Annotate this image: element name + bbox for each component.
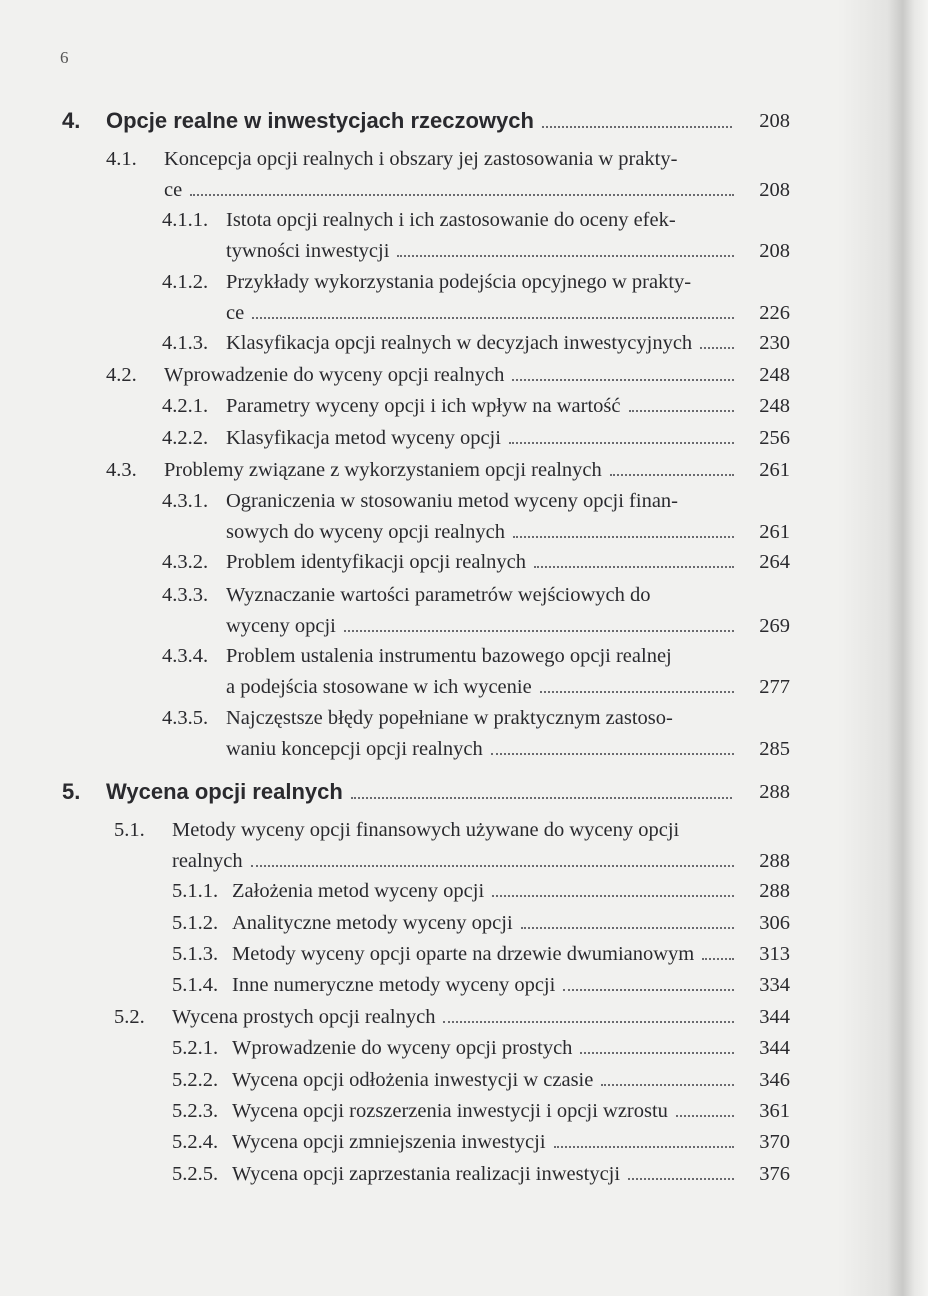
section-title-line — [232, 1127, 740, 1158]
section-page-number: 261 — [759, 521, 790, 543]
section-title-text: Metody wyceny opcji finansowych używane do wyceny opcji — [172, 819, 680, 841]
section-title-block — [172, 1002, 740, 1033]
section-title-line — [232, 1033, 740, 1064]
section-page-number: 277 — [759, 676, 790, 698]
section-page-number: 248 — [759, 395, 790, 417]
section-title-text: Najczęstsze błędy popełniane w praktycznym zastoso- — [226, 707, 673, 729]
section-title-block — [164, 360, 740, 391]
section-number: 4.1.3. — [162, 332, 209, 354]
toc-subsection — [172, 939, 790, 970]
section-page-number: 376 — [759, 1163, 790, 1185]
section-page-number: 285 — [759, 738, 790, 760]
section-title-text: Koncepcja opcji realnych i obszary jej zastosowania w prakty- — [164, 148, 678, 170]
section-title-text: Wprowadzenie do wyceny opcji realnych — [164, 364, 505, 386]
chapter-number: 5. — [62, 779, 81, 804]
section-title-block — [226, 205, 740, 267]
section-page-number: 264 — [759, 551, 790, 573]
section-page-number: 334 — [759, 974, 790, 996]
section-number: 5.2.5. — [172, 1163, 219, 1185]
section-title-block — [232, 1127, 740, 1158]
section-title-text: tywności inwestycji — [226, 240, 390, 262]
section-title-line — [172, 846, 740, 877]
section-title-line — [164, 144, 740, 175]
section-title-line — [226, 611, 740, 642]
section-number: 5.1. — [114, 819, 145, 841]
section-title-text: Wycena opcji rozszerzenia inwestycji i opcji wzrostu — [232, 1100, 668, 1122]
section-number: 5.2.1. — [172, 1037, 219, 1059]
section-number: 5.1.4. — [172, 974, 219, 996]
dot-leader — [509, 442, 734, 444]
section-title-text: Wycena prostych opcji realnych — [172, 1006, 436, 1028]
dot-leader — [251, 865, 734, 867]
dot-leader — [629, 410, 734, 412]
section-title-text: Wycena opcji zmniejszenia inwestycji — [232, 1131, 546, 1153]
section-title-block — [232, 876, 740, 907]
dot-leader — [491, 753, 734, 755]
section-title-line — [232, 939, 740, 970]
section-number: 4.2.1. — [162, 395, 209, 417]
section-title-block — [232, 1033, 740, 1064]
dot-leader — [513, 536, 734, 538]
section-title-text: sowych do wyceny opcji realnych — [226, 521, 505, 543]
section-title-text: Problemy związane z wykorzystaniem opcji realnych — [164, 459, 602, 481]
toc-subsection — [162, 205, 790, 267]
toc-section — [106, 360, 790, 391]
dot-leader — [397, 255, 734, 257]
section-title-text: Problem identyfikacji opcji realnych — [226, 551, 527, 573]
section-number: 5.2.2. — [172, 1069, 219, 1091]
section-title-block — [172, 815, 740, 877]
chapter-title-block — [106, 106, 738, 137]
dot-leader — [512, 379, 734, 381]
section-title-line — [226, 486, 740, 517]
toc-subsection — [162, 580, 790, 642]
toc-subsection — [162, 267, 790, 329]
section-page-number: 344 — [759, 1006, 790, 1028]
dot-leader — [580, 1052, 734, 1054]
toc-subsection — [162, 391, 790, 422]
section-page-number: 346 — [759, 1069, 790, 1091]
section-page-number: 361 — [759, 1100, 790, 1122]
section-title-block — [232, 908, 740, 939]
section-title-line — [226, 298, 740, 329]
section-title-text: Wprowadzenie do wyceny opcji prostych — [232, 1037, 573, 1059]
section-page-number: 288 — [759, 880, 790, 902]
section-title-block — [232, 1065, 740, 1096]
section-title-block — [226, 328, 740, 359]
section-title-text: realnych — [172, 850, 243, 872]
section-page-number: 269 — [759, 615, 790, 637]
section-title-text: wyceny opcji — [226, 615, 336, 637]
section-title-line — [226, 236, 740, 267]
section-title-text: Wycena opcji odłożenia inwestycji w czasie — [232, 1069, 594, 1091]
toc-section — [114, 815, 790, 877]
section-title-line — [232, 970, 740, 1001]
toc-subsection — [172, 1096, 790, 1127]
section-number: 4.1.2. — [162, 271, 209, 293]
dot-leader — [702, 958, 734, 960]
toc-subsection — [172, 908, 790, 939]
toc-subsection — [162, 641, 790, 703]
section-number: 4.1.1. — [162, 209, 209, 231]
section-number: 4.3.5. — [162, 707, 209, 729]
section-page-number: 256 — [759, 427, 790, 449]
toc-subsection — [172, 876, 790, 907]
section-title-text: Problem ustalenia instrumentu bazowego opcji realnej — [226, 645, 672, 667]
section-title-block — [164, 455, 740, 486]
section-title-text: waniu koncepcji opcji realnych — [226, 738, 483, 760]
section-title-text: Analityczne metody wyceny opcji — [232, 912, 513, 934]
chapter-title: Opcje realne w inwestycjach rzeczowych — [106, 108, 534, 133]
section-number: 4.3.4. — [162, 645, 209, 667]
section-title-line — [232, 1159, 740, 1190]
toc-subsection — [172, 1127, 790, 1158]
section-title-block — [226, 267, 740, 329]
section-title-line — [226, 423, 740, 454]
dot-leader — [344, 630, 734, 632]
section-page-number: 344 — [759, 1037, 790, 1059]
section-title-text: Klasyfikacja opcji realnych w decyzjach inwestycyjnych — [226, 332, 693, 354]
toc-section — [106, 455, 790, 486]
section-number: 5.1.3. — [172, 943, 219, 965]
section-title-text: ce — [164, 179, 183, 201]
section-title-line — [226, 517, 740, 548]
section-number: 5.2. — [114, 1006, 145, 1028]
section-title-line — [226, 267, 740, 298]
dot-leader — [534, 566, 734, 568]
section-title-line — [226, 205, 740, 236]
toc-subsection — [172, 1065, 790, 1096]
section-title-text: ce — [226, 302, 245, 324]
section-title-text: Przykłady wykorzystania podejścia opcyjnego w prakty- — [226, 271, 692, 293]
section-title-text: Wyznaczanie wartości parametrów wejściowych do — [226, 584, 651, 606]
section-number: 4.2.2. — [162, 427, 209, 449]
section-number: 5.1.1. — [172, 880, 219, 902]
section-title-line — [226, 547, 740, 578]
section-title-text: Wycena opcji zaprzestania realizacji inwestycji — [232, 1163, 621, 1185]
dot-leader — [443, 1021, 734, 1023]
toc-subsection — [162, 703, 790, 765]
toc-subsection — [162, 328, 790, 359]
section-number: 4.2. — [106, 364, 137, 386]
dot-leader — [492, 895, 734, 897]
chapter-number: 4. — [62, 108, 81, 133]
dot-leader — [700, 347, 734, 349]
dot-leader — [610, 474, 734, 476]
toc-subsection — [172, 1159, 790, 1190]
dot-leader — [563, 989, 734, 991]
section-title-line — [226, 391, 740, 422]
section-page-number: 306 — [759, 912, 790, 934]
toc-subsection — [172, 1033, 790, 1064]
section-title-line — [226, 328, 740, 359]
dot-leader — [521, 927, 734, 929]
section-title-block — [232, 939, 740, 970]
section-title-block — [226, 486, 740, 548]
section-title-block — [226, 641, 740, 703]
section-title-block — [226, 703, 740, 765]
section-title-block — [232, 1096, 740, 1127]
section-page-number: 370 — [759, 1131, 790, 1153]
section-page-number: 313 — [759, 943, 790, 965]
section-title-line — [226, 672, 740, 703]
section-number: 4.1. — [106, 148, 137, 170]
section-title-line — [164, 175, 740, 206]
section-page-number: 288 — [759, 850, 790, 872]
section-title-line — [232, 1096, 740, 1127]
chapter-title-line — [106, 106, 738, 137]
section-title-line — [226, 641, 740, 672]
dot-leader — [554, 1146, 734, 1148]
section-title-line — [172, 815, 740, 846]
section-number: 4.3.3. — [162, 584, 209, 606]
toc-subsection — [162, 547, 790, 578]
section-page-number: 208 — [759, 240, 790, 262]
section-title-text: Inne numeryczne metody wyceny opcji — [232, 974, 556, 996]
chapter-title-line — [106, 777, 738, 808]
section-title-line — [232, 876, 740, 907]
section-title-block — [232, 970, 740, 1001]
dot-leader — [351, 797, 732, 799]
toc-section — [114, 1002, 790, 1033]
section-title-block — [232, 1159, 740, 1190]
toc-subsection — [162, 486, 790, 548]
chapter-page-number: 208 — [759, 110, 790, 132]
section-title-line — [226, 703, 740, 734]
chapter-page-number: 288 — [759, 781, 790, 803]
dot-leader — [540, 691, 734, 693]
section-page-number: 248 — [759, 364, 790, 386]
section-title-block — [226, 423, 740, 454]
dot-leader — [542, 126, 732, 128]
section-title-block — [226, 547, 740, 578]
section-title-text: Istota opcji realnych i ich zastosowanie do oceny efek- — [226, 209, 676, 231]
section-number: 4.3.2. — [162, 551, 209, 573]
section-page-number: 261 — [759, 459, 790, 481]
section-title-line — [164, 455, 740, 486]
section-page-number: 226 — [759, 302, 790, 324]
section-number: 5.1.2. — [172, 912, 219, 934]
chapter-title: Wycena opcji realnych — [106, 779, 343, 804]
section-number: 5.2.3. — [172, 1100, 219, 1122]
dot-leader — [190, 194, 734, 196]
section-number: 4.3. — [106, 459, 137, 481]
section-title-text: Parametry wyceny opcji i ich wpływ na wartość — [226, 395, 621, 417]
section-title-text: Klasyfikacja metod wyceny opcji — [226, 427, 501, 449]
section-title-line — [232, 908, 740, 939]
section-page-number: 208 — [759, 179, 790, 201]
section-number: 4.3.1. — [162, 490, 209, 512]
section-title-text: Ograniczenia w stosowaniu metod wyceny opcji finan- — [226, 490, 679, 512]
section-title-text: Metody wyceny opcji oparte na drzewie dwumianowym — [232, 943, 695, 965]
dot-leader — [252, 317, 734, 319]
dot-leader — [676, 1115, 734, 1117]
section-title-block — [226, 580, 740, 642]
section-title-block — [226, 391, 740, 422]
dot-leader — [601, 1084, 734, 1086]
section-title-text: a podejścia stosowane w ich wycenie — [226, 676, 532, 698]
page-number: 6 — [60, 48, 69, 67]
section-number: 5.2.4. — [172, 1131, 219, 1153]
toc-subsection — [162, 423, 790, 454]
dot-leader — [628, 1178, 734, 1180]
toc-section — [106, 144, 790, 206]
section-title-line — [226, 734, 740, 765]
section-title-line — [226, 580, 740, 611]
toc-subsection — [172, 970, 790, 1001]
section-title-text: Założenia metod wyceny opcji — [232, 880, 485, 902]
chapter-title-block — [106, 777, 738, 808]
section-title-block — [164, 144, 740, 206]
section-title-line — [172, 1002, 740, 1033]
section-title-line — [164, 360, 740, 391]
section-title-line — [232, 1065, 740, 1096]
section-page-number: 230 — [759, 332, 790, 354]
